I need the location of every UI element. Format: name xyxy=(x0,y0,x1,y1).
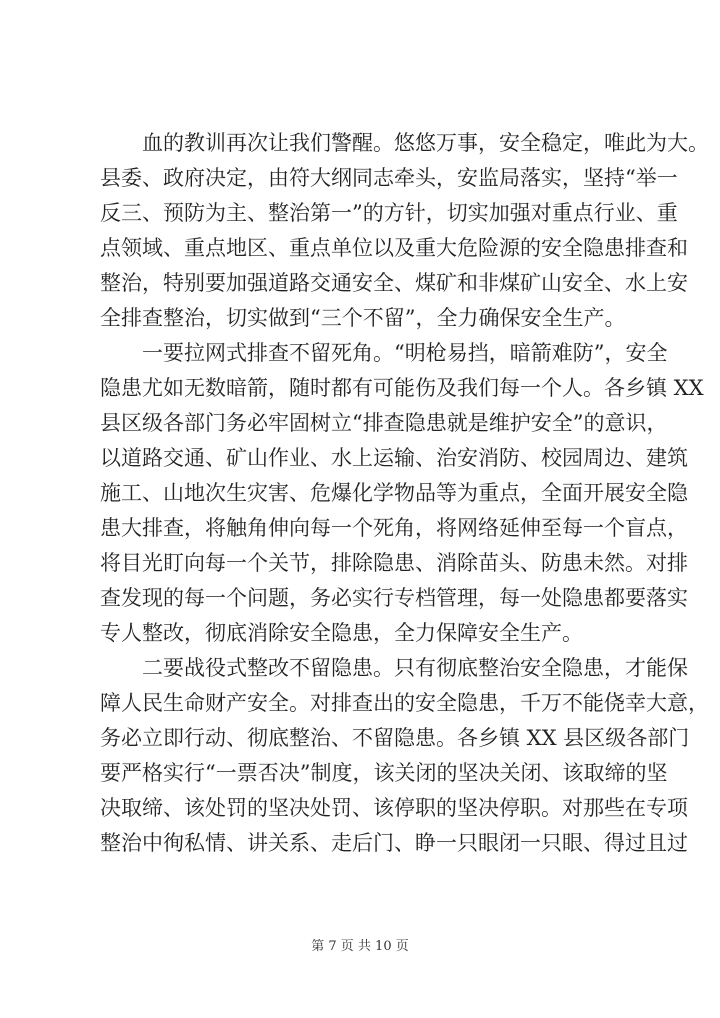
paragraph-3 xyxy=(100,651,709,861)
text-line: 二要战役式整改不留隐患。只有彻底整治安全隐患，才能保 xyxy=(142,656,688,680)
text-line: 以道路交通、矿山作业、水上运输、治安消防、校园周边、建筑 xyxy=(100,446,688,470)
document-body xyxy=(100,126,709,861)
text-line: 务必立即行动、彻底整治、不留隐患。各乡镇 XX 县区级各部门 xyxy=(100,726,690,750)
text-line: 障人民生命财产安全。对排查出的安全隐患，千万不能侥幸大意， xyxy=(100,691,709,715)
text-line: 要严格实行“一票否决”制度，该关闭的坚决关闭、该取缔的坚 xyxy=(100,761,668,785)
text-line: 全排查整治，切实做到“三个不留”，全力确保安全生产。 xyxy=(100,306,626,330)
text-line: 一要拉网式排查不留死角。“明枪易挡，暗箭难防”，安全 xyxy=(142,341,668,365)
text-line: 将目光盯向每一个关节，排除隐患、消除苗头、防患未然。对排 xyxy=(100,551,688,575)
paragraph-2 xyxy=(100,336,704,651)
page-number: 第 7 页 共 10 页 xyxy=(311,939,409,954)
text-line: 决取缔、该处罚的坚决处罚、该停职的坚决停职。对那些在专项 xyxy=(100,796,688,820)
text-line: 县区级各部门务必牢固树立“排查隐患就是维护安全”的意识， xyxy=(100,411,668,435)
text-line: 专人整改，彻底消除安全隐患，全力保障安全生产。 xyxy=(100,621,583,645)
text-line: 整治中徇私情、讲关系、走后门、睁一只眼闭一只眼、得过且过 xyxy=(100,831,688,855)
text-line: 县委、政府决定，由符大纲同志牵头，安监局落实，坚持“举一 xyxy=(100,166,678,190)
text-line: 整治，特别要加强道路交通安全、煤矿和非煤矿山安全、水上安 xyxy=(100,271,688,295)
text-line: 血的教训再次让我们警醒。悠悠万事，安全稳定，唯此为大。 xyxy=(142,131,709,155)
text-line: 点领域、重点地区、重点单位以及重大危险源的安全隐患排查和 xyxy=(100,236,688,260)
text-line: 施工、山地次生灾害、危爆化学物品等为重点，全面开展安全隐 xyxy=(100,481,688,505)
text-line: 反三、预防为主、整治第一”的方针，切实加强对重点行业、重 xyxy=(100,201,678,225)
text-line: 隐患尤如无数暗箭，随时都有可能伤及我们每一个人。各乡镇 XX xyxy=(100,376,704,400)
text-line: 查发现的每一个问题，务必实行专档管理，每一处隐患都要落实 xyxy=(100,586,688,610)
text-line: 患大排查，将触角伸向每一个死角，将网络延伸至每一个盲点， xyxy=(100,516,688,540)
paragraph-1 xyxy=(100,126,709,336)
